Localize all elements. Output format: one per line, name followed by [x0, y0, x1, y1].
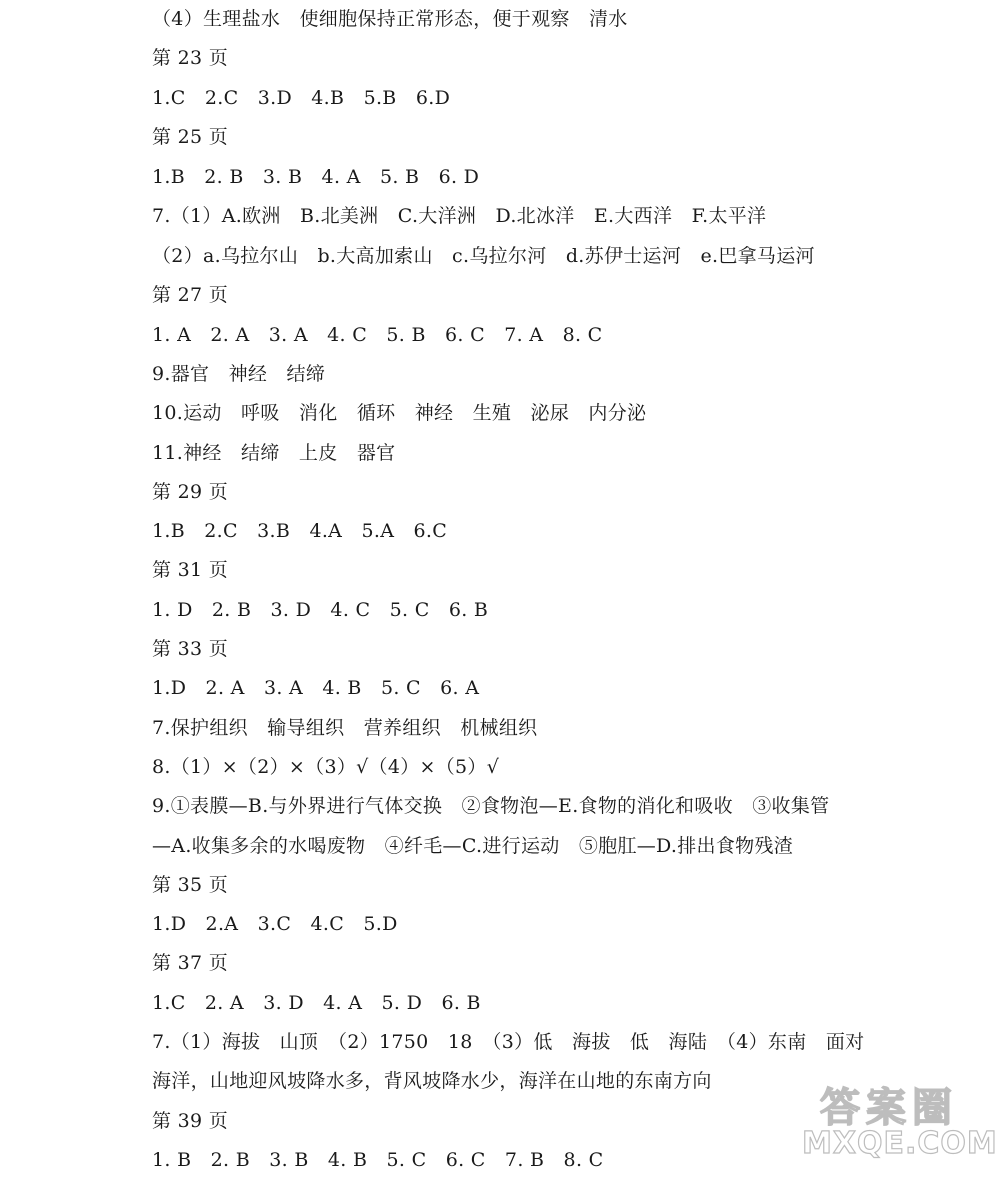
answer-line: 1.C 2. A 3. D 4. A 5. D 6. B [152, 992, 481, 1014]
answer-line: 7.（1）A.欧洲 B.北美洲 C.大洋洲 D.北冰洋 E.大西洋 F.太平洋 [152, 205, 767, 227]
page-heading: 第 37 页 [152, 952, 229, 974]
page-heading: 第 39 页 [152, 1110, 229, 1132]
answer-line: 1.D 2. A 3. A 4. B 5. C 6. A [152, 677, 480, 699]
answer-line: 1.B 2.C 3.B 4.A 5.A 6.C [152, 520, 448, 542]
answer-line: 1. B 2. B 3. B 4. B 5. C 6. C 7. B 8. C [152, 1149, 604, 1171]
answer-line: —A.收集多余的水喝废物 ④纤毛—C.进行运动 ⑤胞肛—D.排出食物残渣 [152, 835, 794, 857]
page-heading: 第 29 页 [152, 481, 229, 503]
page-heading: 第 35 页 [152, 874, 229, 896]
answer-line: 9.①表膜—B.与外界进行气体交换 ②食物泡—E.食物的消化和吸收 ③收集管 [152, 795, 830, 817]
answer-line: （4）生理盐水 使细胞保持正常形态，便于观察 清水 [152, 8, 628, 30]
page-heading: 第 27 页 [152, 284, 229, 306]
watermark-logo-text: 答案圈 [820, 1085, 958, 1131]
answer-line: 1. D 2. B 3. D 4. C 5. C 6. B [152, 599, 489, 621]
page-heading: 第 31 页 [152, 559, 229, 581]
answer-line: 1.C 2.C 3.D 4.B 5.B 6.D [152, 87, 451, 109]
answer-line: 1.D 2.A 3.C 4.C 5.D [152, 913, 398, 935]
answer-line: （2）a.乌拉尔山 b.大高加索山 c.乌拉尔河 d.苏伊士运河 e.巴拿马运河 [152, 245, 815, 267]
answer-line: 7.保护组织 输导组织 营养组织 机械组织 [152, 717, 538, 739]
watermark-site-text: MXQE.COM [802, 1126, 998, 1161]
answer-line: 8.（1）×（2）×（3）√（4）×（5）√ [152, 756, 500, 778]
answer-line: 10.运动 呼吸 消化 循环 神经 生殖 泌尿 内分泌 [152, 402, 647, 424]
page-heading: 第 25 页 [152, 126, 229, 148]
answer-line: 1. A 2. A 3. A 4. C 5. B 6. C 7. A 8. C [152, 324, 603, 346]
page-heading: 第 23 页 [152, 47, 229, 69]
page-heading: 第 33 页 [152, 638, 229, 660]
answer-line: 11.神经 结缔 上皮 器官 [152, 442, 396, 464]
answer-line: 9.器官 神经 结缔 [152, 363, 326, 385]
watermark-logo [802, 1076, 998, 1168]
answer-line: 1.B 2. B 3. B 4. A 5. B 6. D [152, 166, 480, 188]
answer-line: 海洋，山地迎风坡降水多，背风坡降水少，海洋在山地的东南方向 [152, 1070, 712, 1092]
answer-line: 7.（1）海拔 山顶 （2）1750 18 （3）低 海拔 低 海陆 （4）东南 面对 [152, 1031, 865, 1053]
